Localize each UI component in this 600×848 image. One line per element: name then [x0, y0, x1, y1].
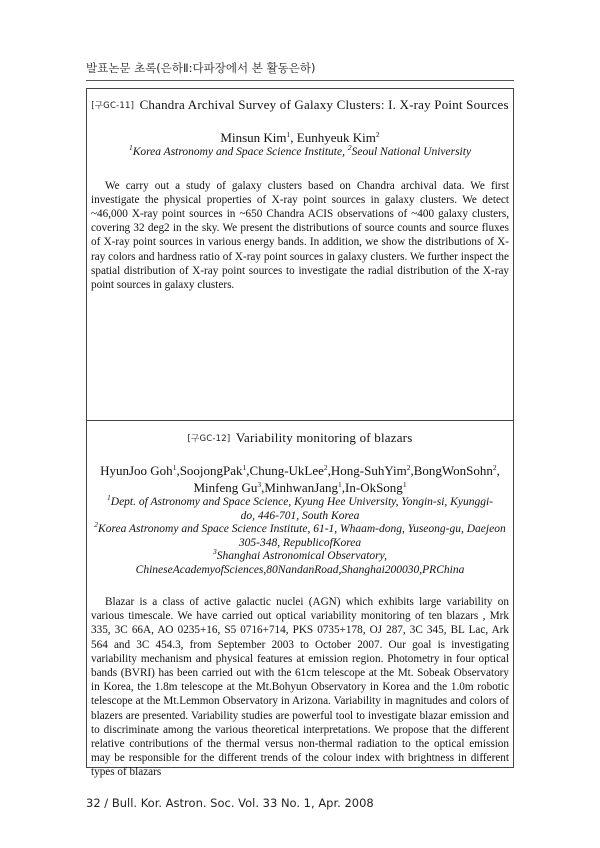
session-code: [구GC-11]	[91, 101, 135, 111]
affiliation-line	[89, 143, 511, 160]
author-affil-mark: 2	[375, 130, 380, 139]
affil-mark: 1	[128, 143, 133, 152]
affil-mark: 2	[347, 143, 352, 152]
affiliation-text: Dept. of Astronomy and Space Science, Kyung Hee University, Yongin-si, Kyunggi-do, 446-701, South Korea	[110, 496, 493, 522]
author-name: HyunJoo Goh	[100, 463, 173, 478]
running-head: 발표논문 초록(은하Ⅱ:다파장에서 본 활동은하)	[86, 61, 316, 75]
affil-mark: 2	[94, 520, 99, 529]
affiliation-text: Korea Astronomy and Space Science Institute, 61-1, Whaam-dong, Yuseong-gu, Daejeon 305-348, RepublicofKorea	[98, 523, 506, 549]
author-list	[89, 462, 511, 496]
author-name: Minfeng Gu	[193, 480, 258, 495]
affiliation-text: Shanghai Astronomical Observatory, ChineseAcademyofSciences,80NandanRoad,Shanghai200030,PRChina	[135, 550, 465, 576]
author-separator: ,	[261, 480, 265, 495]
abstract-body-text: We carry out a study of galaxy clusters based on Chandra archival data. We first investigate the physical properties of X-ray point sources in galaxy clusters. We detect ~46,000 X-ray point sources in ~650 Chandra ACIS observations of ~400 galaxy clusters, covering 32 deg2 in the sky. We present the distributions of source counts and source fluxes of X-ray point sources in various energy bands. In addition, we show the distributions of X-ray colors and hardness ratio of X-ray point sources in galaxy clusters. We further inspect the spatial distribution of X-ray point sources to investigate the radial distribution of the X-ray point sources in galaxy clusters.	[91, 179, 509, 291]
abstract-gc-12	[87, 421, 513, 779]
author-name: MinhwanJang	[264, 480, 339, 495]
author-affil-mark: 1	[338, 480, 342, 489]
author-affil-mark: 1	[402, 480, 407, 489]
affiliation-line	[89, 493, 511, 523]
author-name: Minsun Kim	[220, 130, 287, 145]
author-affil-mark: 1	[286, 130, 291, 139]
author-affil-mark: 2	[406, 463, 411, 472]
author-affil-mark: 2	[492, 463, 497, 472]
author-affil-mark: 1	[242, 463, 247, 472]
affil-mark: 3	[212, 547, 217, 556]
author-separator: ,	[246, 463, 250, 478]
affiliation-line	[89, 547, 511, 577]
author-affil-mark: 1	[172, 463, 177, 472]
page-footer: 32 / Bull. Kor. Astron. Soc. Vol. 33 No. 1, Apr. 2008	[86, 796, 374, 810]
author-separator: ,	[290, 130, 297, 145]
author-name: Chung-UkLee	[249, 463, 324, 478]
author-name: In-OkSong	[345, 480, 403, 495]
affil-mark: 1	[107, 493, 111, 502]
affiliation-text: Korea Astronomy and Space Science Institute,	[132, 146, 348, 158]
abstract-title	[89, 97, 511, 114]
author-name: Eunhyeuk Kim	[296, 130, 376, 145]
title-text: Variability monitoring of blazars	[235, 430, 413, 445]
abstract-body-text: Blazar is a class of active galactic nuclei (AGN) which exhibits large variability on various timescale. We have carried out optical variability monitoring of ten blazars , Mrk 335, 3C 66A, AO 0235+16, S5 0716+714, PKS 0735+178, OJ 287, 3C 345, BL Lac, Ark 564 and 3C 454.3, from September 2003 to October 2007. Our goal is investigating variability mechanism and physical features at emission region. Photometry in four optical bands (BVRI) has been carried out with the 61cm telescope at the Mt. Sobeak Observatory in Korea, the 1.8m telescope at the Mt.Bohyun Observatory in Korea and the 1.0m robotic telescope at the Mt.Lemmon Observatory in Arizona. Variability in magnitudes and colors of blazers are presented. Variability studies are powerful tool to investigate blazar emission and to discriminate among the various theoretical interpretations. We propose that the different relative contributions of the thermal versus non-thermal radiation to the optical emission may be responsible for the different trends of the colour index with brightness in different types of blazars	[91, 596, 509, 779]
author-separator: ,	[176, 463, 180, 478]
abstracts-frame	[86, 88, 514, 779]
title-text: Chandra Archival Survey of Galaxy Clusters: I. X-ray Point Sources	[139, 97, 509, 112]
author-separator: ,	[327, 463, 331, 478]
abstract-gc-11	[87, 89, 513, 420]
abstract-body	[89, 595, 511, 780]
abstract-body	[89, 179, 511, 293]
author-name: SoojongPak	[179, 463, 243, 478]
author-affil-mark: 3	[257, 480, 262, 489]
author-affil-mark: 2	[323, 463, 328, 472]
author-separator: ,	[410, 463, 414, 478]
author-separator: ,	[496, 463, 500, 478]
affiliation-line	[89, 520, 511, 550]
author-list	[89, 129, 511, 146]
header-rule	[86, 80, 514, 81]
affiliation-text: Seoul National University	[351, 146, 472, 158]
author-name: BongWonSohn	[413, 463, 493, 478]
author-name: Hong-SuhYim	[330, 463, 407, 478]
author-separator: ,	[341, 480, 346, 495]
abstract-title	[89, 430, 511, 447]
session-code: [구GC-12]	[187, 434, 231, 444]
